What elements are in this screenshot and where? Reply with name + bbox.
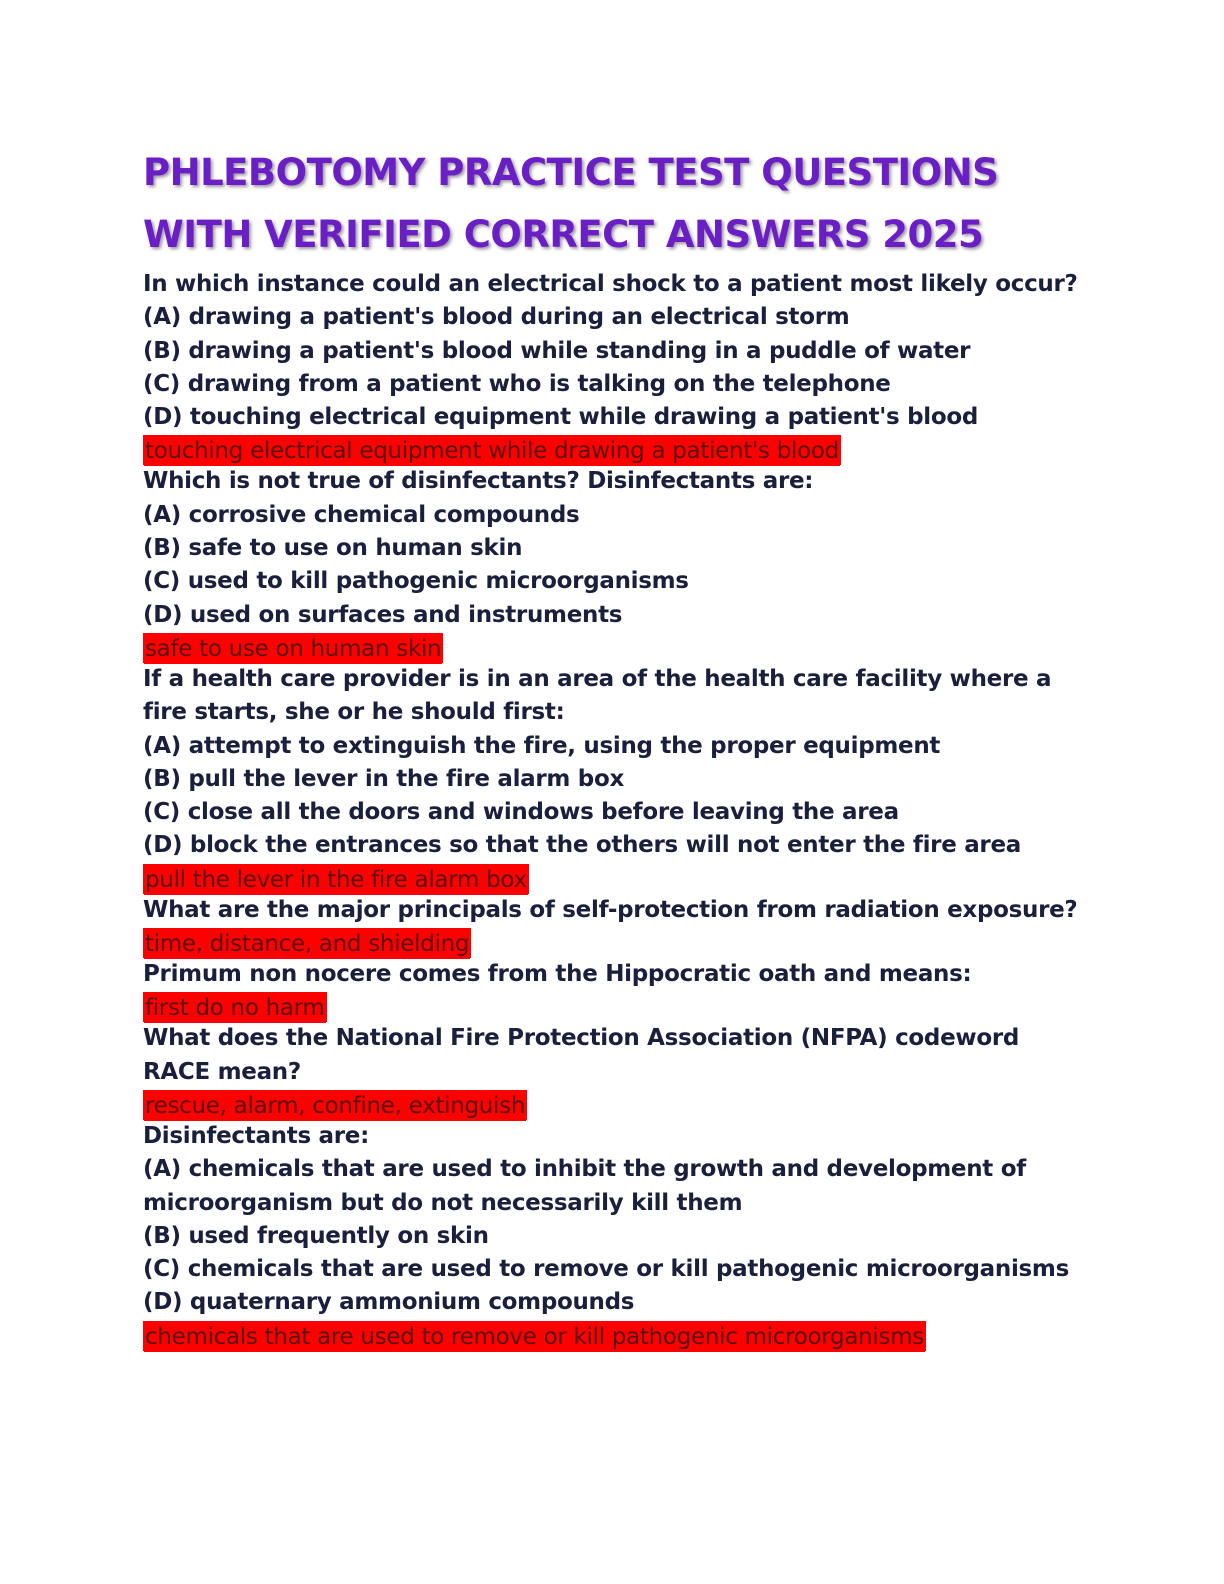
question-text: What does the National Fire Protection Association (NFPA) codeword <box>143 1025 1020 1052</box>
question-list <box>143 268 1103 1351</box>
answer-line <box>143 928 471 958</box>
answer-option: (D) block the entrances so that the others will not enter the fire area <box>143 832 1021 859</box>
answer-option: (A) chemicals that are used to inhibit the growth and development of <box>143 1156 1026 1183</box>
title-line-1: PHLEBOTOMY PRACTICE TEST QUESTIONS <box>143 151 999 194</box>
answer-option: (D) used on surfaces and instruments <box>143 601 623 628</box>
correct-answer-highlight: pull the lever in the fire alarm box <box>145 866 527 893</box>
question-text: What are the major principals of self-protection from radiation exposure? <box>143 896 1078 923</box>
answer-option: microorganism but do not necessarily kill them <box>143 1189 743 1216</box>
correct-answer-highlight: time, distance, and shielding <box>145 931 470 958</box>
answer-option: (B) pull the lever in the fire alarm box <box>143 765 624 792</box>
document-page <box>143 142 1103 1351</box>
correct-answer-highlight: safe to use on human skin <box>145 635 442 662</box>
answer-line <box>143 1090 527 1120</box>
document-title <box>143 142 1103 266</box>
answer-option: (C) drawing from a patient who is talking on the telephone <box>143 370 891 397</box>
answer-line <box>143 992 327 1022</box>
correct-answer-highlight: chemicals that are used to remove or kill pathogenic microorganisms <box>145 1323 924 1350</box>
question-text: In which instance could an electrical shock to a patient most likely occur? <box>143 271 1078 297</box>
answer-line <box>143 435 841 465</box>
answer-option: (D) touching electrical equipment while drawing a patient's blood <box>143 404 979 431</box>
question-text: RACE mean? <box>143 1058 301 1085</box>
answer-option: (B) used frequently on skin <box>143 1222 489 1249</box>
answer-option: (C) used to kill pathogenic microorganisms <box>143 568 689 595</box>
question-text: If a health care provider is in an area of the health care facility where a <box>143 665 1052 692</box>
question-text: Disinfectants are: <box>143 1122 370 1149</box>
answer-line <box>143 864 529 894</box>
answer-option: (B) drawing a patient's blood while standing in a puddle of water <box>143 337 971 364</box>
answer-option: (A) corrosive chemical compounds <box>143 501 580 528</box>
correct-answer-highlight: first do no harm <box>145 995 325 1022</box>
answer-option: (A) drawing a patient's blood during an electrical storm <box>143 304 850 331</box>
correct-answer-highlight: rescue, alarm, confine, extinguish <box>145 1092 526 1119</box>
answer-option: (C) close all the doors and windows before leaving the area <box>143 799 899 826</box>
correct-answer-highlight: touching electrical equipment while drawing a patient's blood <box>145 438 839 465</box>
question-text: Primum non nocere comes from the Hippocratic oath and means: <box>143 961 972 988</box>
answer-option: (C) chemicals that are used to remove or kill pathogenic microorganisms <box>143 1256 1069 1283</box>
answer-option: (B) safe to use on human skin <box>143 535 523 562</box>
answer-option: (A) attempt to extinguish the fire, using the proper equipment <box>143 732 941 759</box>
question-text: fire starts, she or he should first: <box>143 699 565 726</box>
question-text: Which is not true of disinfectants? Disinfectants are: <box>143 468 814 495</box>
answer-line <box>143 1321 926 1351</box>
answer-line <box>143 633 443 663</box>
answer-option: (D) quaternary ammonium compounds <box>143 1289 635 1316</box>
title-line-2: WITH VERIFIED CORRECT ANSWERS 2025 <box>143 213 984 256</box>
